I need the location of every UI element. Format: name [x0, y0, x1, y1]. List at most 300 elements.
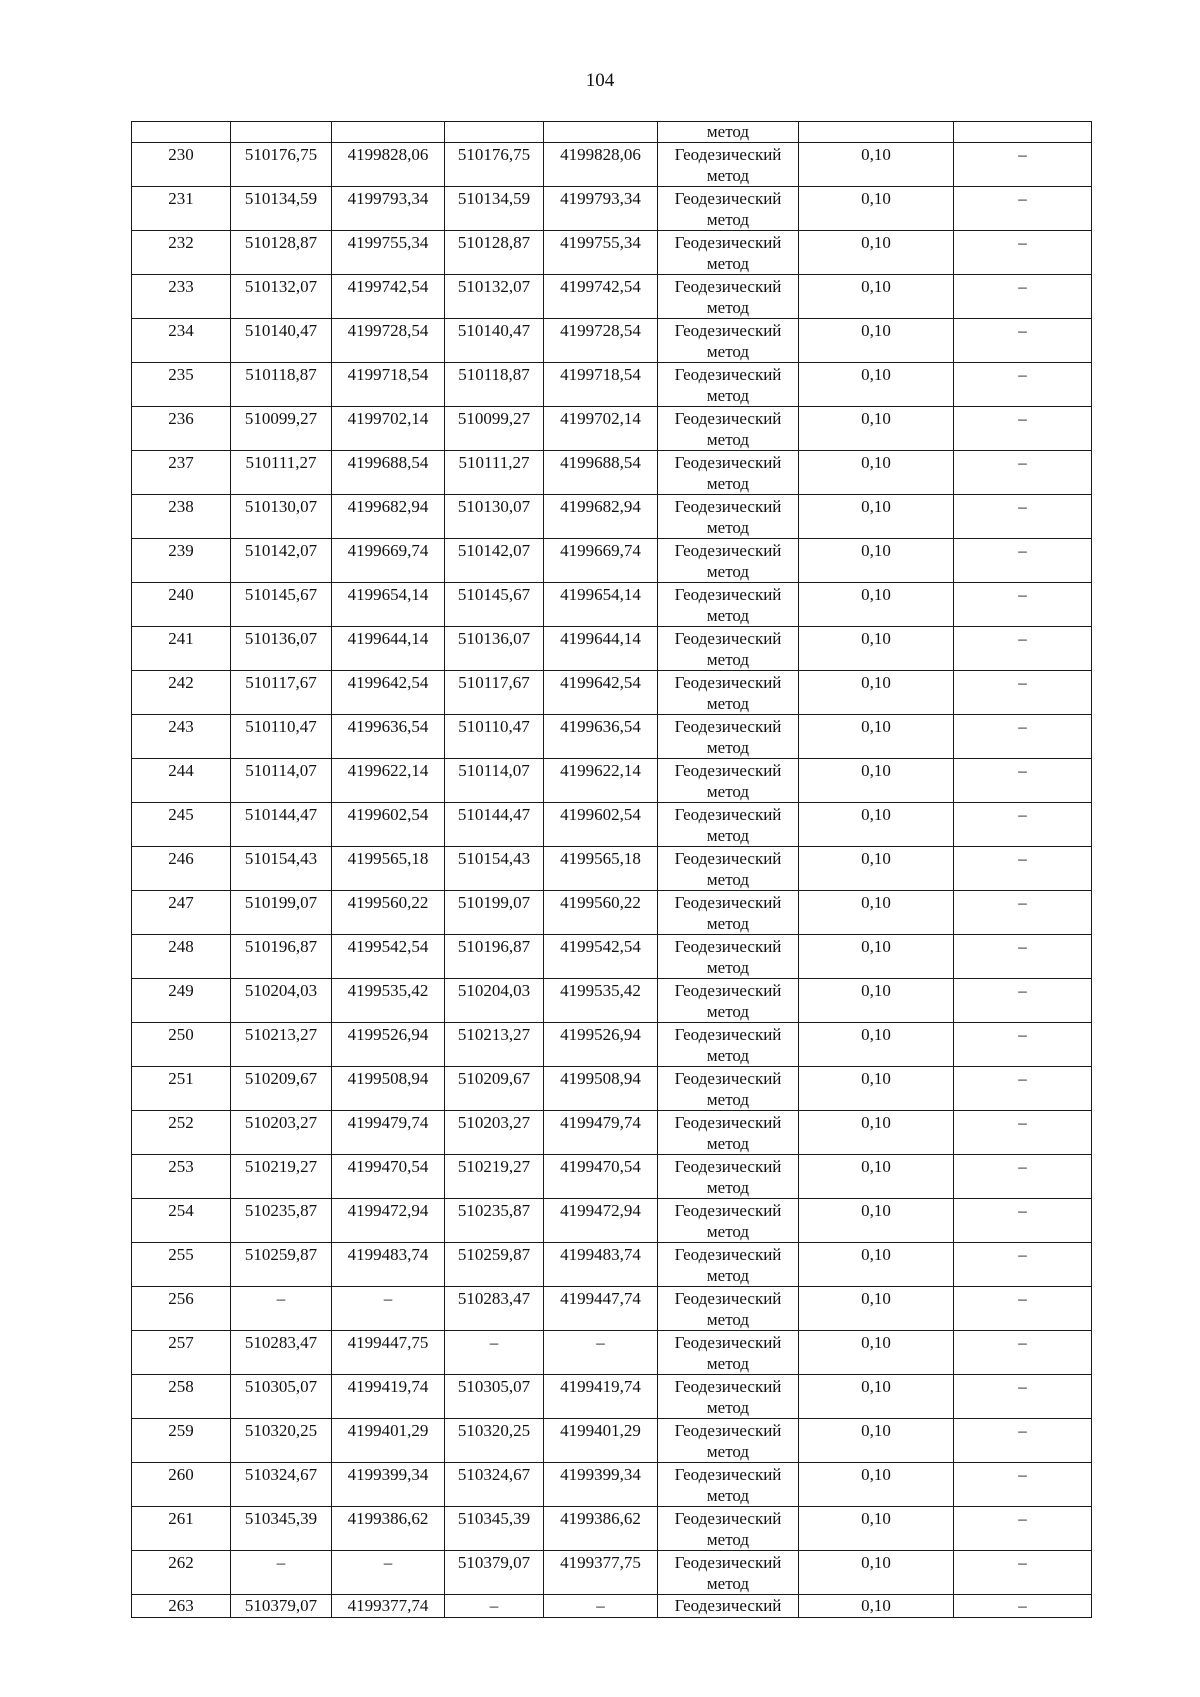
- table-row: [132, 1155, 1092, 1199]
- cell-y-refined: 4199472,94: [544, 1199, 658, 1243]
- cell-x-existing: [231, 122, 332, 143]
- cell-x-refined: 510379,07: [445, 1551, 544, 1595]
- cell-point-number: 253: [132, 1155, 231, 1199]
- cell-method: Геодезический метод: [658, 1507, 799, 1551]
- cell-accuracy: 0,10: [799, 671, 954, 715]
- cell-method: Геодезический метод: [658, 1463, 799, 1507]
- table-row: [132, 1287, 1092, 1331]
- table-row: [132, 1243, 1092, 1287]
- cell-point-number: 231: [132, 187, 231, 231]
- cell-y-refined: 4199755,34: [544, 231, 658, 275]
- cell-point-number: 255: [132, 1243, 231, 1287]
- cell-y-existing: 4199602,54: [332, 803, 445, 847]
- cell-note: –: [954, 1199, 1092, 1243]
- cell-note: –: [954, 231, 1092, 275]
- cell-y-refined: 4199526,94: [544, 1023, 658, 1067]
- table-row: [132, 1111, 1092, 1155]
- cell-x-existing: 510140,47: [231, 319, 332, 363]
- cell-y-refined: 4199419,74: [544, 1375, 658, 1419]
- cell-point-number: 239: [132, 539, 231, 583]
- table-row: [132, 847, 1092, 891]
- cell-x-refined: 510142,07: [445, 539, 544, 583]
- cell-x-refined: 510128,87: [445, 231, 544, 275]
- cell-y-refined: 4199542,54: [544, 935, 658, 979]
- cell-y-refined: 4199742,54: [544, 275, 658, 319]
- cell-accuracy: 0,10: [799, 1551, 954, 1595]
- cell-method: Геодезический метод: [658, 1375, 799, 1419]
- cell-point-number: 243: [132, 715, 231, 759]
- cell-y-refined: 4199682,94: [544, 495, 658, 539]
- cell-y-existing: 4199401,29: [332, 1419, 445, 1463]
- cell-point-number: 245: [132, 803, 231, 847]
- cell-accuracy: [799, 122, 954, 143]
- cell-y-existing: 4199479,74: [332, 1111, 445, 1155]
- cell-point-number: 241: [132, 627, 231, 671]
- table-row: [132, 1067, 1092, 1111]
- cell-accuracy: 0,10: [799, 319, 954, 363]
- cell-point-number: 237: [132, 451, 231, 495]
- cell-accuracy: 0,10: [799, 583, 954, 627]
- cell-y-existing: 4199622,14: [332, 759, 445, 803]
- cell-x-refined: [445, 122, 544, 143]
- cell-accuracy: 0,10: [799, 363, 954, 407]
- cell-method: Геодезический метод: [658, 1551, 799, 1595]
- cell-point-number: 261: [132, 1507, 231, 1551]
- cell-x-existing: 510142,07: [231, 539, 332, 583]
- cell-accuracy: 0,10: [799, 1111, 954, 1155]
- cell-y-refined: 4199377,75: [544, 1551, 658, 1595]
- cell-x-existing: 510204,03: [231, 979, 332, 1023]
- cell-point-number: 248: [132, 935, 231, 979]
- cell-x-existing: 510144,47: [231, 803, 332, 847]
- cell-x-existing: 510114,07: [231, 759, 332, 803]
- cell-y-refined: 4199718,54: [544, 363, 658, 407]
- cell-x-existing: 510199,07: [231, 891, 332, 935]
- cell-y-existing: 4199419,74: [332, 1375, 445, 1419]
- cell-method: метод: [658, 122, 799, 143]
- cell-y-existing: 4199470,54: [332, 1155, 445, 1199]
- cell-y-existing: 4199535,42: [332, 979, 445, 1023]
- cell-note: –: [954, 319, 1092, 363]
- cell-method: Геодезический: [658, 1595, 799, 1618]
- table-row: [132, 1331, 1092, 1375]
- cell-y-refined: 4199565,18: [544, 847, 658, 891]
- cell-method: Геодезический метод: [658, 715, 799, 759]
- cell-note: –: [954, 1287, 1092, 1331]
- cell-point-number: 246: [132, 847, 231, 891]
- cell-accuracy: 0,10: [799, 1507, 954, 1551]
- table-row: [132, 1375, 1092, 1419]
- table-row: [132, 715, 1092, 759]
- cell-method: Геодезический метод: [658, 363, 799, 407]
- cell-x-existing: 510145,67: [231, 583, 332, 627]
- cell-x-refined: 510204,03: [445, 979, 544, 1023]
- cell-y-existing: 4199644,14: [332, 627, 445, 671]
- cell-x-existing: 510099,27: [231, 407, 332, 451]
- cell-y-existing: [332, 122, 445, 143]
- table-row: [132, 275, 1092, 319]
- cell-x-existing: 510128,87: [231, 231, 332, 275]
- cell-y-refined: 4199479,74: [544, 1111, 658, 1155]
- cell-note: –: [954, 143, 1092, 187]
- cell-x-refined: 510283,47: [445, 1287, 544, 1331]
- cell-y-refined: 4199602,54: [544, 803, 658, 847]
- table-row: [132, 803, 1092, 847]
- cell-x-refined: 510213,27: [445, 1023, 544, 1067]
- cell-y-existing: 4199669,74: [332, 539, 445, 583]
- cell-note: –: [954, 935, 1092, 979]
- table-row: [132, 407, 1092, 451]
- cell-x-existing: 510345,39: [231, 1507, 332, 1551]
- table-row: [132, 671, 1092, 715]
- table-row: [132, 363, 1092, 407]
- cell-accuracy: 0,10: [799, 1287, 954, 1331]
- cell-y-refined: 4199399,34: [544, 1463, 658, 1507]
- cell-point-number: 242: [132, 671, 231, 715]
- cell-x-existing: 510235,87: [231, 1199, 332, 1243]
- table-row: [132, 451, 1092, 495]
- table-row-continuation: [132, 122, 1092, 143]
- cell-y-refined: 4199636,54: [544, 715, 658, 759]
- cell-y-refined: 4199508,94: [544, 1067, 658, 1111]
- cell-x-refined: 510136,07: [445, 627, 544, 671]
- cell-note: –: [954, 1155, 1092, 1199]
- cell-point-number: 247: [132, 891, 231, 935]
- cell-x-refined: 510140,47: [445, 319, 544, 363]
- cell-method: Геодезический метод: [658, 275, 799, 319]
- cell-y-existing: 4199377,74: [332, 1595, 445, 1618]
- cell-y-existing: 4199472,94: [332, 1199, 445, 1243]
- cell-x-refined: 510130,07: [445, 495, 544, 539]
- table-row: [132, 1463, 1092, 1507]
- cell-y-existing: 4199755,34: [332, 231, 445, 275]
- cell-note: –: [954, 451, 1092, 495]
- cell-point-number: 234: [132, 319, 231, 363]
- cell-accuracy: 0,10: [799, 1243, 954, 1287]
- cell-note: –: [954, 583, 1092, 627]
- cell-note: [954, 122, 1092, 143]
- cell-y-refined: –: [544, 1331, 658, 1375]
- cell-y-existing: 4199483,74: [332, 1243, 445, 1287]
- table-row: [132, 1419, 1092, 1463]
- cell-method: Геодезический метод: [658, 935, 799, 979]
- cell-method: Геодезический метод: [658, 495, 799, 539]
- cell-y-existing: 4199654,14: [332, 583, 445, 627]
- cell-y-refined: 4199386,62: [544, 1507, 658, 1551]
- cell-x-existing: 510283,47: [231, 1331, 332, 1375]
- cell-x-existing: 510203,27: [231, 1111, 332, 1155]
- cell-method: Геодезический метод: [658, 539, 799, 583]
- cell-point-number: 259: [132, 1419, 231, 1463]
- cell-point-number: 244: [132, 759, 231, 803]
- cell-y-existing: –: [332, 1287, 445, 1331]
- cell-y-refined: 4199669,74: [544, 539, 658, 583]
- cell-method: Геодезический метод: [658, 1155, 799, 1199]
- cell-method: Геодезический метод: [658, 1419, 799, 1463]
- cell-method: Геодезический метод: [658, 847, 799, 891]
- cell-x-refined: 510114,07: [445, 759, 544, 803]
- cell-note: –: [954, 1331, 1092, 1375]
- cell-point-number: 249: [132, 979, 231, 1023]
- cell-y-existing: 4199526,94: [332, 1023, 445, 1067]
- cell-x-existing: 510209,67: [231, 1067, 332, 1111]
- cell-point-number: 240: [132, 583, 231, 627]
- cell-method: Геодезический метод: [658, 627, 799, 671]
- cell-x-existing: 510130,07: [231, 495, 332, 539]
- cell-method: Геодезический метод: [658, 143, 799, 187]
- cell-note: –: [954, 627, 1092, 671]
- cell-x-refined: 510199,07: [445, 891, 544, 935]
- cell-note: –: [954, 407, 1092, 451]
- cell-y-existing: 4199386,62: [332, 1507, 445, 1551]
- cell-point-number: 238: [132, 495, 231, 539]
- cell-accuracy: 0,10: [799, 495, 954, 539]
- cell-y-existing: 4199399,34: [332, 1463, 445, 1507]
- cell-note: –: [954, 1023, 1092, 1067]
- cell-x-existing: 510118,87: [231, 363, 332, 407]
- cell-y-existing: 4199636,54: [332, 715, 445, 759]
- cell-method: Геодезический метод: [658, 759, 799, 803]
- cell-x-existing: 510176,75: [231, 143, 332, 187]
- cell-x-refined: 510176,75: [445, 143, 544, 187]
- cell-note: –: [954, 1243, 1092, 1287]
- cell-method: Геодезический метод: [658, 1111, 799, 1155]
- cell-method: Геодезический метод: [658, 1067, 799, 1111]
- cell-note: –: [954, 715, 1092, 759]
- cell-y-existing: 4199742,54: [332, 275, 445, 319]
- cell-method: Геодезический метод: [658, 451, 799, 495]
- cell-point-number: 250: [132, 1023, 231, 1067]
- cell-point-number: [132, 122, 231, 143]
- cell-y-existing: –: [332, 1551, 445, 1595]
- cell-note: –: [954, 275, 1092, 319]
- cell-accuracy: 0,10: [799, 715, 954, 759]
- cell-x-existing: 510134,59: [231, 187, 332, 231]
- cell-accuracy: 0,10: [799, 891, 954, 935]
- cell-x-existing: 510305,07: [231, 1375, 332, 1419]
- cell-accuracy: 0,10: [799, 1463, 954, 1507]
- cell-point-number: 263: [132, 1595, 231, 1618]
- table-row: [132, 583, 1092, 627]
- cell-y-refined: [544, 122, 658, 143]
- cell-accuracy: 0,10: [799, 539, 954, 583]
- cell-point-number: 236: [132, 407, 231, 451]
- cell-y-existing: 4199642,54: [332, 671, 445, 715]
- cell-method: Геодезический метод: [658, 407, 799, 451]
- cell-y-existing: 4199682,94: [332, 495, 445, 539]
- table-row: [132, 319, 1092, 363]
- cell-x-refined: 510305,07: [445, 1375, 544, 1419]
- cell-accuracy: 0,10: [799, 1067, 954, 1111]
- cell-x-existing: 510111,27: [231, 451, 332, 495]
- table-row: [132, 231, 1092, 275]
- cell-method: Геодезический метод: [658, 583, 799, 627]
- cell-point-number: 252: [132, 1111, 231, 1155]
- cell-y-refined: 4199644,14: [544, 627, 658, 671]
- cell-x-refined: 510259,87: [445, 1243, 544, 1287]
- cell-x-refined: 510209,67: [445, 1067, 544, 1111]
- cell-y-refined: 4199483,74: [544, 1243, 658, 1287]
- table-row: [132, 627, 1092, 671]
- cell-note: –: [954, 1507, 1092, 1551]
- cell-y-existing: 4199542,54: [332, 935, 445, 979]
- cell-accuracy: 0,10: [799, 143, 954, 187]
- cell-note: –: [954, 759, 1092, 803]
- table-row: [132, 891, 1092, 935]
- table-row: [132, 495, 1092, 539]
- cell-accuracy: 0,10: [799, 407, 954, 451]
- cell-y-refined: 4199828,06: [544, 143, 658, 187]
- cell-x-existing: 510219,27: [231, 1155, 332, 1199]
- cell-x-existing: 510132,07: [231, 275, 332, 319]
- cell-x-refined: 510144,47: [445, 803, 544, 847]
- cell-y-existing: 4199508,94: [332, 1067, 445, 1111]
- cell-x-refined: 510320,25: [445, 1419, 544, 1463]
- cell-accuracy: 0,10: [799, 627, 954, 671]
- cell-note: –: [954, 847, 1092, 891]
- cell-y-existing: 4199793,34: [332, 187, 445, 231]
- cell-accuracy: 0,10: [799, 803, 954, 847]
- cell-y-refined: 4199793,34: [544, 187, 658, 231]
- cell-y-existing: 4199718,54: [332, 363, 445, 407]
- table-row: [132, 935, 1092, 979]
- cell-method: Геодезический метод: [658, 979, 799, 1023]
- cell-y-refined: 4199447,74: [544, 1287, 658, 1331]
- table-row: [132, 1199, 1092, 1243]
- cell-y-existing: 4199688,54: [332, 451, 445, 495]
- cell-x-existing: 510110,47: [231, 715, 332, 759]
- cell-x-existing: 510324,67: [231, 1463, 332, 1507]
- cell-note: –: [954, 1551, 1092, 1595]
- table-row: [132, 1507, 1092, 1551]
- cell-x-existing: 510196,87: [231, 935, 332, 979]
- cell-x-refined: 510145,67: [445, 583, 544, 627]
- cell-x-existing: 510259,87: [231, 1243, 332, 1287]
- cell-y-refined: 4199535,42: [544, 979, 658, 1023]
- cell-y-refined: 4199560,22: [544, 891, 658, 935]
- cell-method: Геодезический метод: [658, 803, 799, 847]
- cell-method: Геодезический метод: [658, 1243, 799, 1287]
- cell-x-refined: 510134,59: [445, 187, 544, 231]
- cell-y-existing: 4199447,75: [332, 1331, 445, 1375]
- cell-note: –: [954, 1419, 1092, 1463]
- cell-x-refined: 510345,39: [445, 1507, 544, 1551]
- cell-note: –: [954, 539, 1092, 583]
- cell-x-refined: –: [445, 1331, 544, 1375]
- cell-method: Геодезический метод: [658, 891, 799, 935]
- cell-y-existing: 4199560,22: [332, 891, 445, 935]
- cell-accuracy: 0,10: [799, 187, 954, 231]
- table-row: [132, 1595, 1092, 1618]
- cell-method: Геодезический метод: [658, 1023, 799, 1067]
- cell-accuracy: 0,10: [799, 935, 954, 979]
- cell-point-number: 257: [132, 1331, 231, 1375]
- cell-x-refined: 510099,27: [445, 407, 544, 451]
- cell-y-refined: 4199654,14: [544, 583, 658, 627]
- cell-x-refined: 510196,87: [445, 935, 544, 979]
- cell-note: –: [954, 1463, 1092, 1507]
- cell-note: –: [954, 1111, 1092, 1155]
- cell-x-existing: 510379,07: [231, 1595, 332, 1618]
- cell-y-refined: 4199470,54: [544, 1155, 658, 1199]
- cell-point-number: 251: [132, 1067, 231, 1111]
- cell-note: –: [954, 187, 1092, 231]
- cell-method: Геодезический метод: [658, 1331, 799, 1375]
- cell-point-number: 260: [132, 1463, 231, 1507]
- cell-y-existing: 4199702,14: [332, 407, 445, 451]
- cell-point-number: 258: [132, 1375, 231, 1419]
- cell-accuracy: 0,10: [799, 1199, 954, 1243]
- cell-note: –: [954, 1375, 1092, 1419]
- cell-x-existing: 510213,27: [231, 1023, 332, 1067]
- cell-point-number: 233: [132, 275, 231, 319]
- cell-method: Геодезический метод: [658, 671, 799, 715]
- table-row: [132, 1551, 1092, 1595]
- cell-note: –: [954, 979, 1092, 1023]
- cell-point-number: 230: [132, 143, 231, 187]
- table-row: [132, 187, 1092, 231]
- cell-y-refined: 4199401,29: [544, 1419, 658, 1463]
- cell-note: –: [954, 1595, 1092, 1618]
- cell-note: –: [954, 891, 1092, 935]
- page-number: 104: [585, 70, 615, 91]
- cell-x-refined: 510203,27: [445, 1111, 544, 1155]
- cell-accuracy: 0,10: [799, 759, 954, 803]
- cell-note: –: [954, 803, 1092, 847]
- cell-accuracy: 0,10: [799, 1375, 954, 1419]
- cell-method: Геодезический метод: [658, 231, 799, 275]
- cell-accuracy: 0,10: [799, 1419, 954, 1463]
- table-row: [132, 979, 1092, 1023]
- cell-x-existing: –: [231, 1287, 332, 1331]
- cell-x-refined: 510219,27: [445, 1155, 544, 1199]
- cell-y-refined: 4199702,14: [544, 407, 658, 451]
- coordinates-table: [131, 121, 1092, 1618]
- cell-accuracy: 0,10: [799, 275, 954, 319]
- cell-x-existing: –: [231, 1551, 332, 1595]
- cell-x-refined: 510111,27: [445, 451, 544, 495]
- table-row: [132, 1023, 1092, 1067]
- cell-x-existing: 510117,67: [231, 671, 332, 715]
- cell-y-refined: –: [544, 1595, 658, 1618]
- cell-x-existing: 510136,07: [231, 627, 332, 671]
- cell-x-existing: 510320,25: [231, 1419, 332, 1463]
- table-body: [132, 122, 1092, 1618]
- cell-x-existing: 510154,43: [231, 847, 332, 891]
- table-row: [132, 539, 1092, 583]
- cell-y-refined: 4199688,54: [544, 451, 658, 495]
- cell-accuracy: 0,10: [799, 451, 954, 495]
- cell-method: Геодезический метод: [658, 319, 799, 363]
- cell-accuracy: 0,10: [799, 1023, 954, 1067]
- cell-accuracy: 0,10: [799, 231, 954, 275]
- cell-x-refined: 510132,07: [445, 275, 544, 319]
- cell-point-number: 262: [132, 1551, 231, 1595]
- cell-accuracy: 0,10: [799, 1331, 954, 1375]
- cell-accuracy: 0,10: [799, 1595, 954, 1618]
- cell-point-number: 232: [132, 231, 231, 275]
- cell-point-number: 254: [132, 1199, 231, 1243]
- cell-x-refined: 510110,47: [445, 715, 544, 759]
- cell-method: Геодезический метод: [658, 187, 799, 231]
- cell-y-refined: 4199642,54: [544, 671, 658, 715]
- table-row: [132, 759, 1092, 803]
- cell-accuracy: 0,10: [799, 979, 954, 1023]
- cell-method: Геодезический метод: [658, 1199, 799, 1243]
- table-row: [132, 143, 1092, 187]
- cell-note: –: [954, 671, 1092, 715]
- cell-note: –: [954, 495, 1092, 539]
